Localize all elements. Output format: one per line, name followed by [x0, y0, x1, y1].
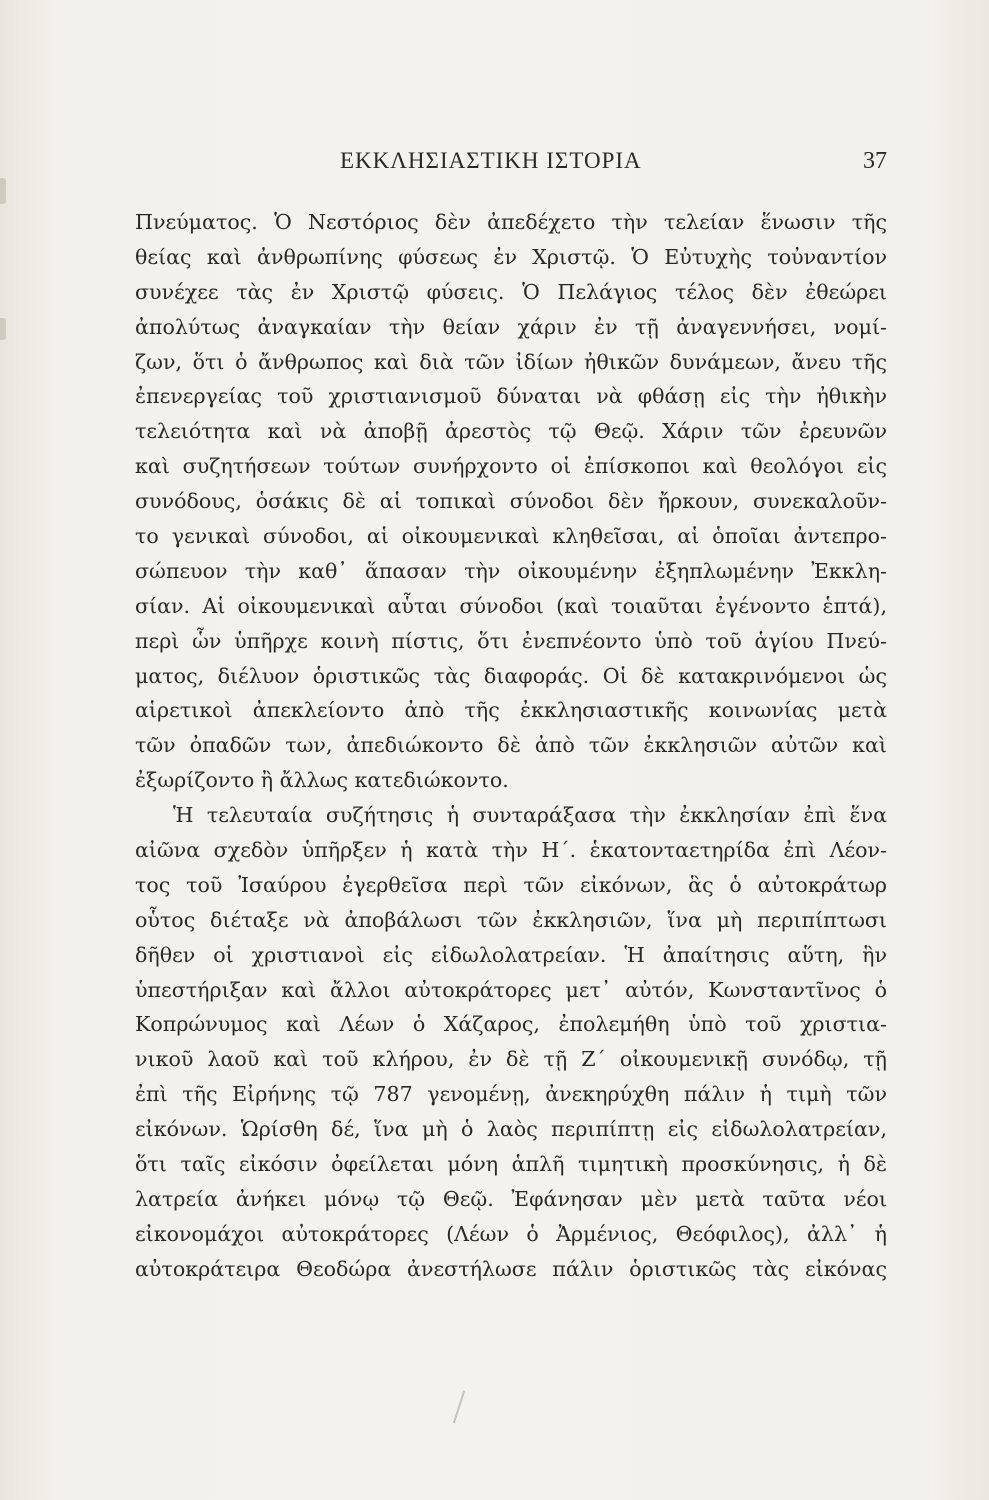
text-line: οὗτος διέταξε νὰ ἀποβάλωσι τῶν ἐκκλησιῶν, ἵνα μὴ περιπίπτωσι — [135, 907, 887, 932]
stray-pen-mark — [453, 1391, 465, 1424]
body-text — [135, 205, 887, 1287]
page-header — [135, 148, 887, 182]
paragraph-start-line: Ἡ τελευταία συζήτησις ἡ συνταράξασα τὴν ἐκκλησίαν ἐπὶ ἕνα — [173, 803, 887, 828]
text-line: θείας καὶ ἀνθρωπίνης φύσεως ἐν Χριστῷ. Ὁ Εὐτυχὴς τοὐναντίον — [135, 244, 887, 269]
text-line: εἰκονομάχοι αὐτοκράτορες (Λέων ὁ Ἀρμένιος, Θεόφιλος), ἀλλ᾽ ἡ — [135, 1221, 887, 1246]
text-line: ζων, ὅτι ὁ ἄνθρωπος καὶ διὰ τῶν ἰδίων ἠθικῶν δυνάμεων, ἄνευ τῆς — [135, 349, 887, 374]
text-line: ἀπολύτως ἀναγκαίαν τὴν θείαν χάριν ἐν τῇ ἀναγεννήσει, νομί- — [135, 314, 887, 339]
text-line: τελειότητα καὶ νὰ ἀποβῇ ἀρεστὸς τῷ Θεῷ. Χάριν τῶν ἐρευνῶν — [135, 419, 887, 444]
text-line: αἰῶνα σχεδὸν ὑπῆρξεν ἡ κατὰ τὴν Η΄. ἑκατονταετηρίδα ἐπὶ Λέον- — [135, 838, 887, 863]
text-line: λατρεία ἀνήκει μόνῳ τῷ Θεῷ. Ἐφάνησαν μὲν μετὰ ταῦτα νέοι — [135, 1186, 887, 1211]
page-edge-mark — [0, 318, 6, 340]
text-line: δῆθεν οἱ χριστιανοὶ εἰς εἰδωλολατρείαν. Ἡ ἀπαίτησις αὕτη, ἣν — [135, 942, 887, 967]
text-line: εἰκόνων. Ὡρίσθη δέ, ἵνα μὴ ὁ λαὸς περιπίπτῃ εἰς εἰδωλολατρείαν, — [135, 1117, 887, 1142]
text-line: τῶν ὀπαδῶν των, ἀπεδιώκοντο δὲ ἀπὸ τῶν ἐκκλησιῶν αὐτῶν καὶ — [135, 733, 887, 758]
text-line: συνέχεε τὰς ἐν Χριστῷ φύσεις. Ὁ Πελάγιος τέλος δὲν ἐθεώρει — [135, 279, 887, 304]
text-line: ἐπενεργείας τοῦ χριστιανισμοῦ δύναται νὰ φθάσῃ εἰς τὴν ἠθικὴν — [135, 384, 887, 409]
text-line: ὑπεστήριξαν καὶ ἄλλοι αὐτοκράτορες μετ᾽ αὐτόν, Κωνσταντῖνος ὁ — [135, 977, 887, 1002]
text-line: αὐτοκράτειρα Θεοδώρα ἀνεστήλωσε πάλιν ὁριστικῶς τὰς εἰκόνας — [135, 1256, 887, 1281]
text-line: περὶ ὧν ὑπῆρχε κοινὴ πίστις, ὅτι ἐνεπνέοντο ὑπὸ τοῦ ἁγίου Πνεύ- — [135, 628, 887, 653]
running-title: ΕΚΚΛΗΣΙΑΣΤΙΚΗ ΙΣΤΟΡΙΑ — [340, 148, 642, 173]
text-line: αἱρετικοὶ ἀπεκλείοντο ἀπὸ τῆς ἐκκλησιαστικῆς κοινωνίας μετὰ — [135, 698, 887, 723]
text-line: ὅτι ταῖς εἰκόσιν ὀφείλεται μόνη ἁπλῆ τιμητικὴ προσκύνησις, ἡ δὲ — [135, 1152, 887, 1177]
text-line: σίαν. Αἱ οἰκουμενικαὶ αὗται σύνοδοι (καὶ τοιαῦται ἐγένοντο ἑπτά), — [135, 593, 887, 618]
text-line: συνόδους, ὁσάκις δὲ αἱ τοπικαὶ σύνοδοι δὲν ἤρκουν, συνεκαλοῦν- — [135, 489, 887, 514]
text-line: ἐπὶ τῆς Εἰρήνης τῷ 787 γενομένῃ, ἀνεκηρύχθη πάλιν ἡ τιμὴ τῶν — [135, 1082, 887, 1107]
text-line: το γενικαὶ σύνοδοι, αἱ οἰκουμενικαὶ κληθεῖσαι, αἱ ὁποῖαι ἀντεπρο- — [135, 524, 887, 549]
text-line: Κοπρώνυμος καὶ Λέων ὁ Χάζαρος, ἐπολεμήθη ὑπὸ τοῦ χριστια- — [135, 1012, 887, 1037]
text-line: τος τοῦ Ἰσαύρου ἐγερθεῖσα περὶ τῶν εἰκόνων, ἃς ὁ αὐτοκράτωρ — [135, 872, 887, 897]
text-line: ἐξωρίζοντο ἢ ἄλλως κατεδιώκοντο. — [135, 768, 509, 793]
text-line: Πνεύματος. Ὁ Νεστόριος δὲν ἀπεδέχετο τὴν τελείαν ἕνωσιν τῆς — [135, 210, 887, 234]
page-number: 37 — [863, 148, 887, 174]
text-line: νικοῦ λαοῦ καὶ τοῦ κλήρου, ἐν δὲ τῇ Ζ΄ οἰκουμενικῇ συνόδῳ, τῇ — [135, 1047, 887, 1072]
page-edge-mark — [0, 178, 6, 204]
text-line: ματος, διέλυον ὁριστικῶς τὰς διαφοράς. Οἱ δὲ κατακρινόμενοι ὡς — [135, 663, 887, 688]
text-line: σώπευον τὴν καθ᾽ ἅπασαν τὴν οἰκουμένην ἐξηπλωμένην Ἐκκλη- — [135, 558, 887, 583]
text-line: καὶ συζητήσεων τούτων συνήρχοντο οἱ ἐπίσκοποι καὶ θεολόγοι εἰς — [135, 454, 887, 479]
